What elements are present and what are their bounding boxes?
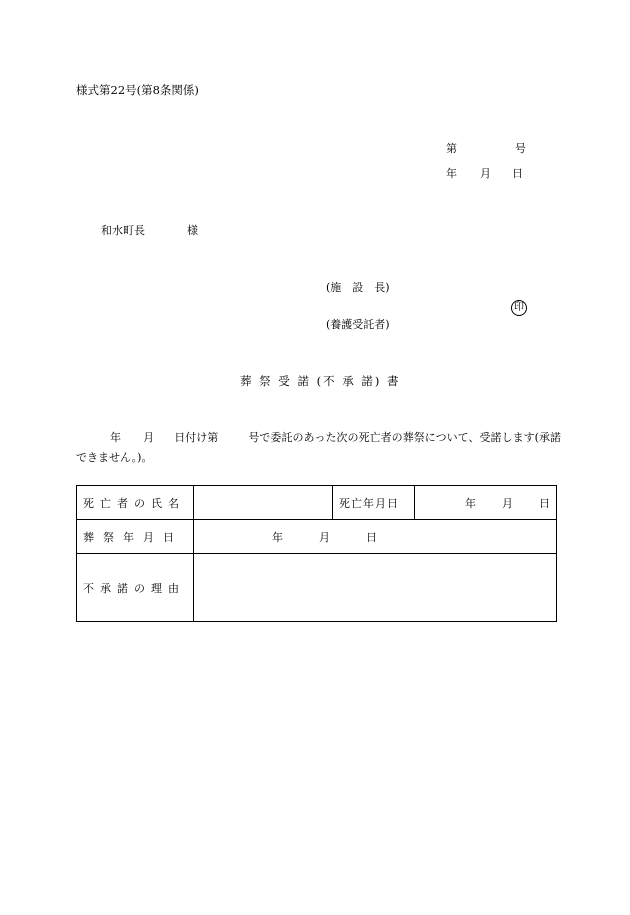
body-year: 年 [110, 431, 122, 444]
guardian: (養護受託者) [326, 318, 390, 331]
table-row [77, 520, 557, 554]
doc-number-suffix: 号 [515, 142, 526, 155]
form-number: 様式第22号(第8条関係) [76, 83, 199, 97]
doc-number-prefix: 第 [446, 142, 457, 155]
facility-head: (施 設 長) [326, 281, 390, 294]
issue-date [446, 168, 523, 179]
dod-day: 日 [539, 496, 550, 510]
addressee [101, 225, 198, 236]
seal-mark: 印 [511, 300, 527, 316]
funeral-date-field[interactable] [194, 520, 557, 554]
funeral-year: 年 [272, 530, 283, 544]
date-of-death-label: 死亡年月日 [333, 486, 415, 520]
addressee-honorific: 様 [187, 224, 198, 237]
date-day: 日 [512, 167, 523, 180]
dod-year: 年 [465, 496, 476, 510]
date-year: 年 [446, 167, 457, 180]
date-of-death-field[interactable] [415, 486, 557, 520]
body-text [76, 428, 561, 468]
funeral-month: 月 [319, 530, 330, 544]
deceased-name-field[interactable] [194, 486, 333, 520]
funeral-date-label-text: 葬祭年月日 [83, 530, 183, 544]
body-day-attach: 日付け第 [174, 431, 219, 444]
table-row [77, 486, 557, 520]
table-row [77, 554, 557, 622]
date-month: 月 [480, 167, 491, 180]
funeral-day: 日 [366, 530, 377, 544]
document-title: 葬 祭 受 諾 (不 承 諾) 書 [240, 374, 401, 388]
deceased-name-label: 死亡者の氏名 [77, 486, 194, 520]
body-month: 月 [143, 431, 155, 444]
funeral-date-label [77, 520, 194, 554]
funeral-form-table [76, 485, 557, 622]
addressee-name: 和水町長 [101, 224, 145, 237]
refusal-reason-field[interactable] [194, 554, 557, 622]
dod-month: 月 [502, 496, 513, 510]
refusal-reason-label: 不承諾の理由 [77, 554, 194, 622]
body-text-after: 号で委託のあった次の死亡者の葬祭について、受諾します(承諾できません。)。 [76, 431, 562, 464]
